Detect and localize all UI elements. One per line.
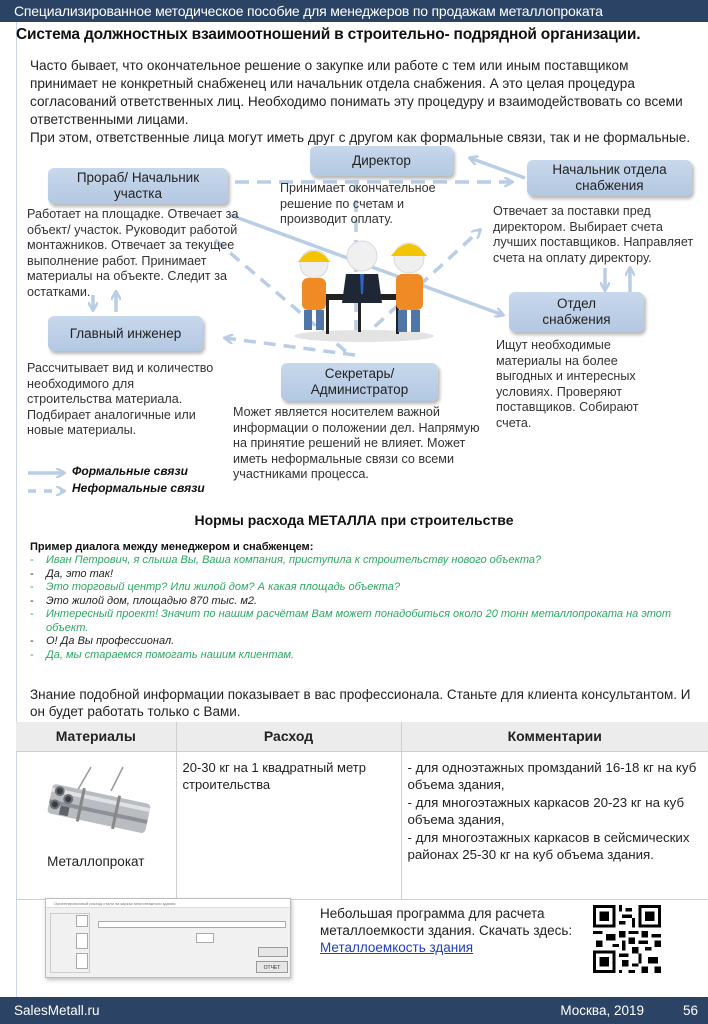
column-header-materials: Материалы — [16, 722, 176, 751]
dialog-text: Это торговый центр? Или жилой дом? А какая площадь объекта? — [46, 581, 401, 593]
dialog-text: О! Да Вы профессионал. — [46, 635, 175, 647]
program-button — [258, 947, 288, 957]
program-screenshot-titlebar: Ориентировочный расход стали на каркас многоэтажного здания — [46, 899, 290, 908]
role-desc-chief-engineer: Рассчитывает вид и количество необходимого для строительства материала. Подбирает аналогичные или новые материалы. — [27, 361, 214, 437]
program-report-button: ОТЧЕТ — [256, 961, 288, 973]
program-select — [98, 921, 286, 928]
legend-formal-label: Формальные связи — [72, 463, 188, 478]
role-desc-supply-dept: Ищут необходимые материалы на более выгодных и интересных условиях. Проверяют поставщиков. Собирают счета. — [496, 338, 639, 430]
footer-place-year: Москва, 2019 — [560, 1003, 644, 1018]
program-screenshot — [45, 898, 291, 978]
norms-table — [16, 722, 708, 900]
dialog-line — [30, 568, 700, 582]
role-box-supply-head — [527, 160, 692, 196]
dash: - — [30, 608, 34, 620]
dialog-text: Это жилой дом, площадью 870 тыс. м2. — [46, 594, 258, 607]
comment-line: - для многоэтажных каркасов 20-23 кг на куб объема здания, — [407, 794, 685, 827]
section-title-norms: Нормы расхода МЕТАЛЛА при строительстве — [194, 512, 514, 528]
dialog-line — [30, 554, 700, 568]
page-title: Система должностных взаимоотношений в строительно- подрядной организации. — [16, 26, 641, 43]
dash: - — [30, 594, 34, 607]
org-relations-diagram — [0, 140, 708, 510]
dialog-line — [30, 649, 700, 663]
intro-paragraph-2: При этом, ответственные лица могут иметь друг с другом как формальные связи, так и не формальные. — [30, 130, 691, 145]
column-header-consumption: Расход — [176, 722, 401, 751]
page-number: 56 — [682, 1003, 698, 1018]
intro-paragraph-1: Часто бывает, что окончательное решение о закупке или работе с тем или иным поставщиком принимает не конкретный снабженец или начальник отдела снабжения. А это целая процедура согласований ответственных лиц. Необходимо понимать эту процедуру и взаимодействовать со всеми ответственными лицами. — [30, 58, 683, 127]
dash: - — [30, 648, 34, 661]
comment-line: - для многоэтажных каркасов в сейсмических районах 25-30 кг на куб объема здания. — [407, 829, 690, 862]
role-title-foreman: Прораб/ Начальник участка — [76, 170, 200, 201]
dash: - — [30, 635, 34, 647]
qr-code[interactable] — [593, 905, 661, 973]
program-field — [196, 933, 214, 943]
role-title-supply-head: Начальник отдела снабжения — [552, 162, 667, 193]
dialog-text: Да, мы стараемся помогать нашим клиентам. — [46, 648, 295, 661]
dash: - — [30, 581, 34, 593]
dialog-text: Иван Петрович, я слыша Вы, Ваша компания, приступила к строительству нового объекта? — [46, 554, 542, 566]
role-box-foreman — [48, 168, 228, 204]
summary-text: Знание подобной информации показывает в вас профессионала. Станьте для клиента консультантом. И он будет работать только с Вами. — [30, 687, 691, 719]
table-row — [16, 751, 708, 899]
banner-text: Специализированное методическое пособие для менеджеров по продажам металлопроката — [14, 3, 603, 19]
role-box-supply-dept — [509, 292, 644, 332]
material-name: Металлопрокат — [47, 854, 145, 869]
dash: - — [30, 554, 34, 566]
program-text: Небольшая программа для расчета металлоемкости здания. Скачать здесь: — [320, 906, 573, 938]
role-box-director — [310, 146, 453, 176]
role-desc-supply-head: Отвечает за поставки пред директором. Выбирает счета лучших поставщиков. Направляет счета на оплату директору. — [493, 204, 694, 265]
table-header-row — [16, 722, 708, 751]
program-field — [76, 953, 88, 969]
top-banner — [0, 0, 708, 22]
dialog-text: Интересный проект! Значит по нашим расчётам Вам может понадобиться около 20 тонн металлопроката на этот объект. — [46, 608, 672, 634]
role-desc-foreman: Работает на площадке. Отвечает за объект/ участок. Руководит работой монтажников. Отвечает за текущее выполнение работ. Принимает материалы на объекте. Следит за остатками. — [27, 207, 239, 299]
legend-informal-label: Неформальные связи — [72, 480, 205, 495]
role-title-supply-dept: Отдел снабжения — [542, 296, 611, 327]
dialog-example — [30, 540, 700, 662]
dialog-line — [30, 635, 700, 649]
dialog-line — [30, 595, 700, 609]
role-box-secretary — [281, 363, 438, 401]
role-desc-director: Принимает окончательное решение по счетам и производит оплату. — [280, 181, 436, 226]
program-field — [76, 933, 88, 949]
role-title-director: Директор — [352, 153, 411, 168]
program-download-link[interactable]: Металлоемкость здания — [320, 940, 474, 955]
cell-material — [16, 751, 176, 899]
dialog-heading: Пример диалога между менеджером и снабженцем: — [30, 541, 314, 553]
column-header-comments: Комментарии — [401, 722, 708, 751]
role-title-chief-engineer: Главный инженер — [69, 325, 182, 341]
comment-line: - для одноэтажных промзданий 16-18 кг на куб объема здания, — [407, 759, 697, 792]
intro-text — [30, 57, 700, 147]
dialog-line — [30, 608, 700, 635]
metal-pipes-image — [41, 763, 151, 841]
dash: - — [30, 567, 34, 580]
role-box-chief-engineer — [48, 316, 203, 351]
dialog-line — [30, 581, 700, 595]
footer-site: SalesMetall.ru — [14, 1003, 100, 1018]
program-field — [76, 915, 88, 927]
footer-bar — [0, 997, 708, 1024]
cell-consumption: 20-30 кг на 1 квадратный метр строительства — [176, 751, 401, 899]
role-desc-secretary: Может является носителем важной информации о положении дел. Напрямую на принятие решений не влияет. Может иметь неформальные связи со всеми участниками процесса. — [233, 405, 480, 481]
cell-comments — [401, 751, 708, 899]
role-title-secretary: Секретарь/ Администратор — [310, 366, 409, 397]
meeting-figures-illustration — [284, 228, 444, 343]
program-description — [320, 905, 580, 956]
dialog-text: Да, это так! — [46, 567, 114, 580]
